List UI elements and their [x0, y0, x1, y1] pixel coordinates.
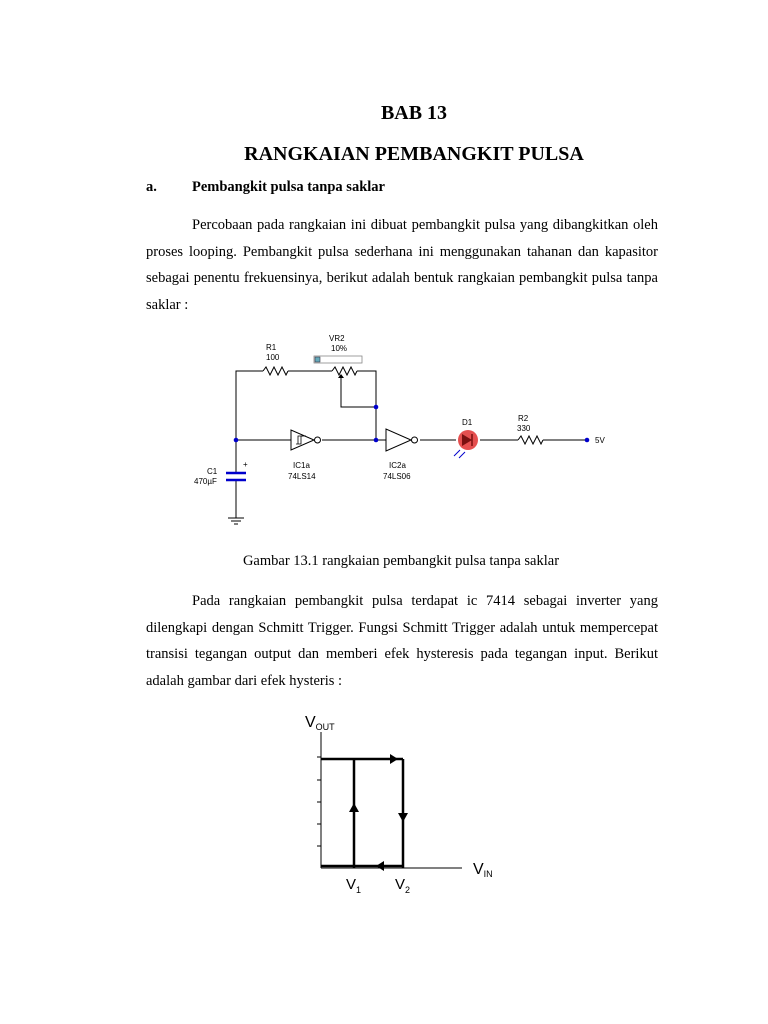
paragraph-schmitt: Pada rangkaian pembangkit pulsa terdapat ic 7414 sebagai inverter yang dilengkapi dengan Schmitt Trigger. Fungsi Schmitt Trigger adalah untuk mempercepat transisi tegangan output dan memberi efek hysteresis pada tegangan input. Berikut adalah gambar dari efek hysteris :	[146, 593, 658, 689]
v1-subscript: 1	[356, 885, 362, 895]
vr2-value: 10%	[331, 344, 348, 353]
svg-text:V1	[346, 876, 361, 895]
ic2a-inverter	[386, 429, 418, 451]
section-letter: a.	[146, 179, 157, 195]
c1-name: C1	[207, 467, 218, 476]
v2-label: V	[395, 876, 406, 893]
hysteresis-loop	[321, 759, 403, 868]
svg-text:V2	[395, 876, 410, 895]
chapter-title: RANGKAIAN PEMBANGKIT PULSA	[244, 143, 584, 165]
junction-node	[374, 405, 379, 410]
vout-subscript: OUT	[315, 722, 335, 732]
vin-subscript: IN	[483, 869, 493, 879]
ic1a-schmitt-inverter	[291, 430, 321, 450]
vout-label: V	[305, 714, 316, 731]
ic1a-name: IC1a	[293, 461, 310, 470]
hysteresis-graph	[300, 700, 500, 900]
r1-value: 100	[266, 353, 280, 362]
r2-name: R2	[518, 414, 529, 423]
arrow-right	[390, 754, 398, 764]
r2-value: 330	[517, 424, 531, 433]
arrow-down	[398, 813, 408, 822]
paragraph-intro: Percobaan pada rangkaian ini dibuat pembangkit pulsa yang dibangkitkan oleh proses looping. Pembangkit pulsa sederhana ini menggunakan tahanan dan kapasitor sebagai penentu frekuensinya, berikut adalah bentuk rangkaian pembangkit pulsa tanpa saklar :	[146, 217, 658, 313]
svg-text:VIN	[473, 861, 493, 879]
r2-resistor	[518, 436, 543, 444]
r1-resistor	[263, 367, 288, 375]
d1-name: D1	[462, 418, 473, 427]
circuit-diagram	[190, 330, 620, 530]
supply-node	[585, 438, 590, 443]
junction-node	[374, 438, 379, 443]
ic2a-part: 74LS06	[383, 472, 411, 481]
v1-label: V	[346, 876, 357, 893]
figure-caption: Gambar 13.1 rangkaian pembangkit pulsa tanpa saklar	[242, 553, 560, 569]
vr2-potentiometer	[332, 367, 357, 375]
vr2-name: VR2	[329, 334, 345, 343]
ic1a-part: 74LS14	[288, 472, 316, 481]
feedback-wire	[236, 371, 263, 440]
c1-value: 470µF	[194, 477, 217, 486]
section-title: Pembangkit pulsa tanpa saklar	[192, 179, 385, 195]
junction-node	[234, 438, 239, 443]
d1-led	[454, 430, 478, 458]
vin-label: V	[473, 861, 484, 878]
r1-name: R1	[266, 343, 277, 352]
arrow-up	[349, 803, 359, 812]
ic2a-name: IC2a	[389, 461, 406, 470]
vr2-slider	[314, 356, 362, 363]
svg-text:VOUT	[305, 714, 335, 732]
v2-subscript: 2	[405, 885, 411, 895]
arrow-left	[376, 861, 384, 871]
c1-capacitor	[226, 473, 246, 480]
c1-polarity: +	[243, 460, 248, 469]
supply-label: 5V	[595, 436, 605, 445]
chapter-heading: BAB 13	[380, 102, 448, 124]
